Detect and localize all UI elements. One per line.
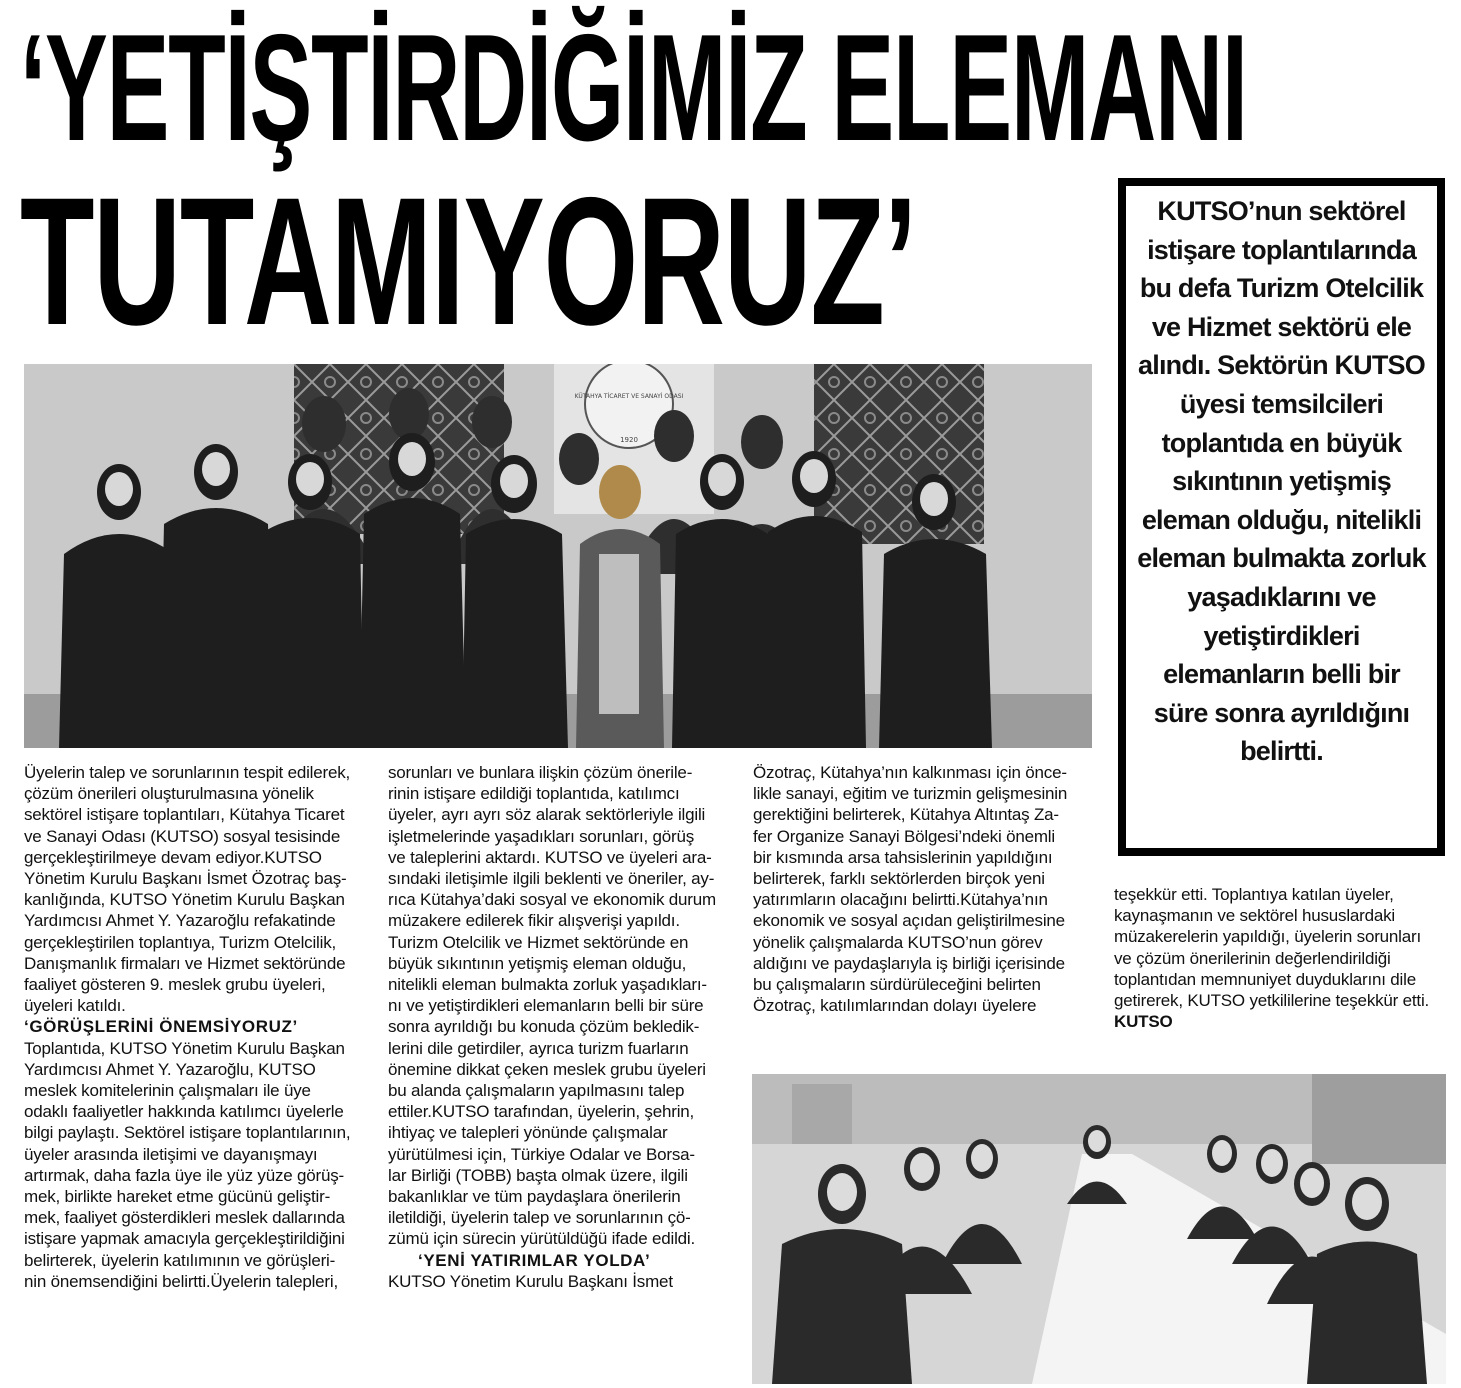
summary-text: KUTSO’nun sektörel istişare toplantılarında bu defa Turizm Otelcilik ve Hizmet sektörü ele alındı. Sektörün KUTSO üyesi temsilcileri toplantıda en büyük sıkıntının yetişmiş eleman olduğu, nitelikli eleman bulmakta zorluk yaşadıklarını ve yetiştirdikleri elemanların belli bir süre sonra ayrıldığını belirtti. [1137, 196, 1426, 767]
headline-line-2: TUTAMIYORUZ’ [20, 159, 917, 363]
wall-emblem-year: 1920 [620, 436, 638, 444]
article-paragraph: Toplantıda, KUTSO Yönetim Kurulu Başkan Yardımcısı Ahmet Y. Yazaroğlu, KUTSO meslek komitelerinin çalışmaları ile üye odaklı faaliyetler hakkında katılımcı üyelerle bilgi paylaştı. Sektörel istişare toplantılarının, üyeler arasında iletişimi ve dayanışmayı artırmak, daha fazla üye ile yüz yüze görüş- mek, birlikte hareket etme gücünü geliştir- mek, faaliyet gösterdikleri meslek dallarında istişare yapmak amacıyla gerçekleştirildiğini belirterek, üyelerin katılımının ve görüşleri- nin önemsendiğini belirtti.Üyelerin talepleri, [24, 1038, 351, 1291]
summary-box [1118, 178, 1445, 856]
article-paragraph: Özotraç, Kütahya’nın kalkınması için önce- likle sanayi, eğitim ve turizmin gelişmesinin gerektiğini belirterek, Kütahya Altıntaş Za- fer Organize Sanayi Bölgesi’ndeki önemli bir kısmında arsa tahsislerinin yapıldığını belirterek, farklı sektörlerden birçok yeni yatırımların olacağını belirtti.Kütahya’nın ekonomik ve sosyal açıdan geliştirilmesine yönelik çalışmalarda KUTSO’nun görev aldığını ve paydaşlarıyla iş birliği içerisinde bu çalışmaların sürdürüleceğini belirten Özotraç, katılımlarından dolayı üyelere [753, 763, 1068, 1016]
subheading-gorusler: ‘GÖRÜŞLERİNİ ÖNEMSİYORUZ’ [24, 1017, 298, 1037]
article-paragraph: sorunları ve bunlara ilişkin çözüm önerile- rinin istişare edildiği toplantıda, katılımcı üyeler, ayrı ayrı söz alarak sektörleriyle ilgili işletmelerinde yaşadıkları sorunları, görüş ve taleplerini aktardı. KUTSO ve üyeleri ara- sındaki iletişimle ilgili beklenti ve öneriler, ay- rıca Kütahya’daki sosyal ve ekonomik durum müzakere edilerek fikir alışverişi yapıldı. Turizm Otelcilik ve Hizmet sektöründe en büyük sıkıntının yetişmiş eleman olduğu, nitelikli eleman bulmakta zorluk yaşadıkları- nı ve yetiştirdikleri elemanların belli bir süre sonra ayrıldığı bu konuda çözüm bekledik- lerini dile getirdiler, ayrıca turizm fuarların önemine dikkat çeken meslek grubu üyeleri bu alanda çalışmaların yapılmasını talep ettiler.KUTSO tarafından, üyelerin, şehrin, ihtiyaç ve talepleri yönünde çalışmalar yürütülmesi için, Türkiye Odalar ve Borsa- lar Birliği (TOBB) başta olmak üzere, ilgili bakanlıklar ve tüm paydaşlara önerilerin iletildiği, üyelerin talep ve sorunlarının çö- zümü için sürecin yürütüldüğü ifade edildi. [388, 763, 716, 1249]
article-column-1 [24, 762, 374, 1292]
article-column-4 [1114, 884, 1449, 1032]
byline: KUTSO [1114, 1012, 1173, 1032]
article-paragraph: teşekkür etti. Toplantıya katılan üyeler, kaynaşmanın ve sektörel hususlardaki müzakerelerin yapıldığı, üyelerin sorunları ve çözüm önerilerinin değerlendirildiği toplantıdan memnuniyet duyduklarını dile getirerek, KUTSO yetkililerine teşekkür etti. [1114, 885, 1430, 1011]
subheading-yatirimlar: ‘YENİ YATIRIMLAR YOLDA’ [418, 1250, 651, 1270]
article-column-3 [753, 762, 1108, 1016]
meeting-photo [752, 1074, 1446, 1384]
article-paragraph: Üyelerin talep ve sorunlarının tespit edilerek, çözüm önerileri oluşturulmasına yönelik sektörel istişare toplantıları, Kütahya Ticaret ve Sanayi Odası (KUTSO) sosyal tesisinde gerçekleştirilmeye devam ediyor.KUTSO Yönetim Kurulu Başkanı İsmet Özotraç baş- kanlığında, KUTSO Yönetim Kurulu Başkan Yardımcısı Ahmet Y. Yazaroğlu refakatinde gerçekleştirilen toplantıya, Turizm Otelcilik, Danışmanlık firmaları ve Hizmet sektöründe faaliyet gösteren 9. meslek grubu üyeleri, üyeleri katıldı. [24, 763, 351, 1016]
group-photo [24, 364, 1092, 748]
article-paragraph: KUTSO Yönetim Kurulu Başkanı İsmet [388, 1271, 673, 1291]
meeting-photo-image [752, 1074, 1446, 1384]
article-column-2 [388, 762, 740, 1292]
group-photo-image [24, 364, 1092, 748]
headline-line-1: ‘YETİŞTİRDİĞİMİZ ELEMANI [20, 3, 1247, 173]
wall-emblem-text: KÜTAHYA TİCARET VE SANAYİ ODASI [574, 393, 684, 400]
